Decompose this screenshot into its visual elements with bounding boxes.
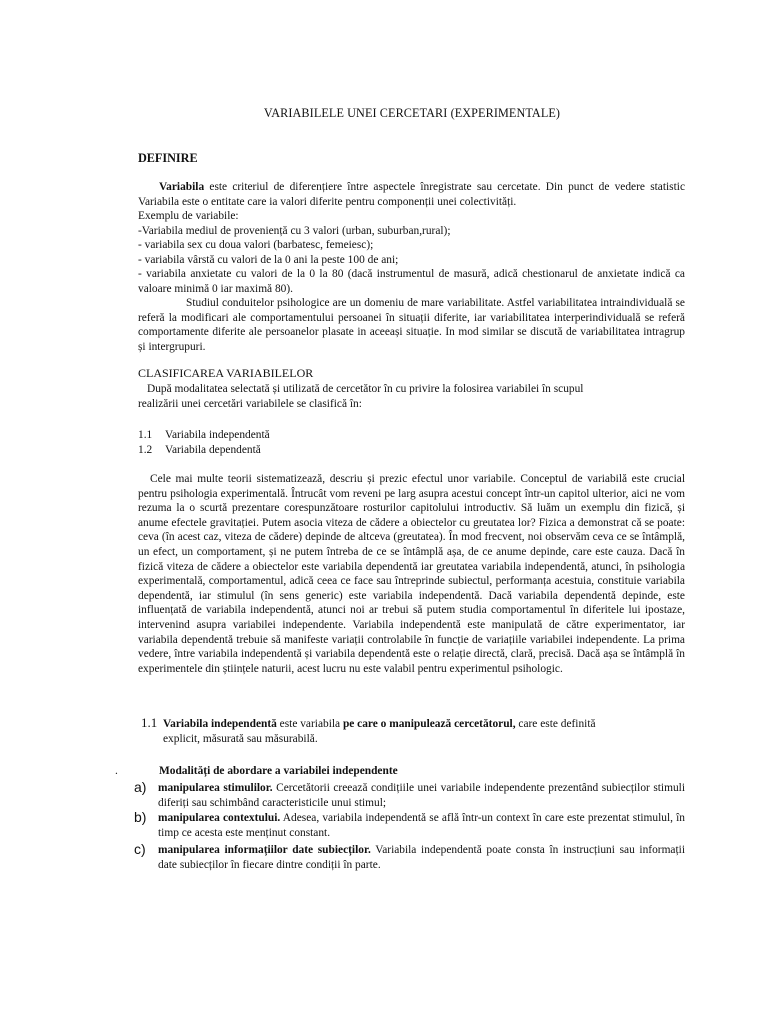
iv-text: este variabila [276,718,343,730]
approach-text: Cercetătorii creează condițiile unei variabile independente prezentând subiecților stimuli diferiți sau schimbând caracteristicile unui stimul; [158,782,685,809]
approach-term: manipularea informațiilor date subiecților. [158,844,371,856]
item-label: Variabila dependentă [165,444,261,456]
definition-paragraph [138,180,685,209]
approach-item [134,781,685,811]
example-item: - variabila anxietate cu valori de la 0 la 80 (dacă instrumentul de masură, adică chestionarul de anxietate indică ca valoare minimă 0 iar maximă 80). [138,268,685,295]
item-letter: a) [134,779,147,795]
iv-text: care este definită [515,718,596,730]
classification-item [138,428,270,443]
main-paragraph [138,472,685,676]
variability-text: Studiul conduitelor psihologice are un domeniu de mare variabilitate. Astfel variabilitatea intraindividuală se referă la modificari ale comportamentului persoanei în situații diferite, iar variabilitatea interperindividuală se referă comportamente diferite ale persoanelor plasate in aceeași situație. In mod similar se discută de variabilitatea intragrup și intergrupuri. [138,297,685,353]
approach-term: manipularea stimulilor. [158,782,273,794]
classification-intro [138,382,658,411]
classification-intro-line: După modalitatea selectată și utilizată de cercetător în cu privire la folosirea variabilei în scupul [147,383,584,395]
examples-block [138,209,685,297]
iv-text-line-2: explicit, măsurată sau măsurabilă. [163,732,318,745]
page-title: VARIABILELE UNEI CERCETARI (EXPERIMENTALE) [263,106,561,120]
main-paragraph-text: Cele mai multe teorii sistematizează, descriu și prezic efectul unor variabile. Conceptul de variabilă este crucial pentru psihologia experimentală. Întrucât vom reveni pe larg asupra acestui concept într-un capitol ulterior, aici ne vom rezuma la o scurtă prezentare corespunzătoare rosturilor capitolului introductiv. Să luăm un exemplu din fizică, și anume efectele gravitației. Putem asocia viteza de cădere a obiectelor cu greutatea lor? Fizica a demonstrat că se poate: ceva (în acest caz, viteza de cădere) depinde de altceva (greutatea). În mod frecvent, noi observăm ceva ce se întâmplă, un efect, un comportament, și ne putem întreba de ce se întâmplă așa, de ce anume depinde, care este cauza. Dacă în fizică viteza de cădere a obiectelor este variabila dependentă iar greutatea variabila independentă, atunci, în psihologia experimentală, comportamentul, adică ceea ce face sau întreprinde subiectul, performanța acestuia, constituie variabila dependentă, iar stimulul (în sens generic) este variabila independentă. Dacă variabila dependentă depinde, este influențată de variabila independentă, atunci noi ar trebui să putem studia comportamentul în diferitele lui ipostaze, intervenind asupra variabilei independente. Variabila independentă este manipulată de către experimentator, iar variabila dependentă trebuie să manifeste variații controlabile în funcție de variațiile variabilei independente. La prima vedere, între variabila independentă și variabila dependentă este o relație directă, clară, precisă. Dacă așa se întâmplă în experimentele din științele naturii, acest lucru nu este valabil pentru experimentul psihologic. [138,473,685,675]
section-heading-definire: DEFINIRE [138,151,198,165]
section-number: 1.1 [141,715,158,730]
definition-text: este criteriul de diferențiere între aspectele înregistrate sau cercetate. Din punct de vedere statistic Variabila este o entitate care ia valori diferite pentru componenții unei colectivități. [138,181,685,208]
example-item: -Variabila mediul de proveniență cu 3 valori (urban, suburban,rural); [138,224,451,237]
approach-text: Adesea, variabila independentă se află într-un context în care este prezentat stimulul, în timp ce acesta este menținut constant. [158,812,685,839]
example-item: - variabila sex cu doua valori (barbatesc, femeiesc); [138,239,374,252]
examples-intro: Exemplu de variabile: [138,210,239,222]
item-letter: c) [134,841,146,857]
item-label: Variabila independentă [165,429,270,441]
bullet: . [115,765,118,777]
approach-term: manipularea contextului. [158,812,281,824]
variability-paragraph [138,296,685,354]
item-letter: b) [134,809,147,825]
approach-text: Variabila independentă poate consta în instrucțiuni sau informații date subiecților în fiecare dintre condiții în parte. [158,844,685,871]
example-item: - variabila vârstă cu valori de la 0 ani la peste 100 de ani; [138,253,399,266]
approach-item [134,843,685,873]
approaches-heading [115,764,685,779]
classification-item [138,443,261,458]
iv-term: Variabila independentă [163,718,277,730]
item-number: 1.1 [138,429,153,441]
definition-term: Variabila [159,181,205,193]
item-number: 1.2 [138,444,153,456]
section-heading-clasificare: CLASIFICAREA VARIABILELOR [138,366,314,380]
classification-intro-line: realizării unei cercetări variabilele se clasifică în: [138,397,362,410]
approaches-title: Modalități de abordare a variabilei independente [159,765,398,777]
approach-item [134,811,685,841]
iv-emphasis: pe care o manipulează cercetătorul, [342,718,516,730]
independent-variable-definition [141,716,681,746]
